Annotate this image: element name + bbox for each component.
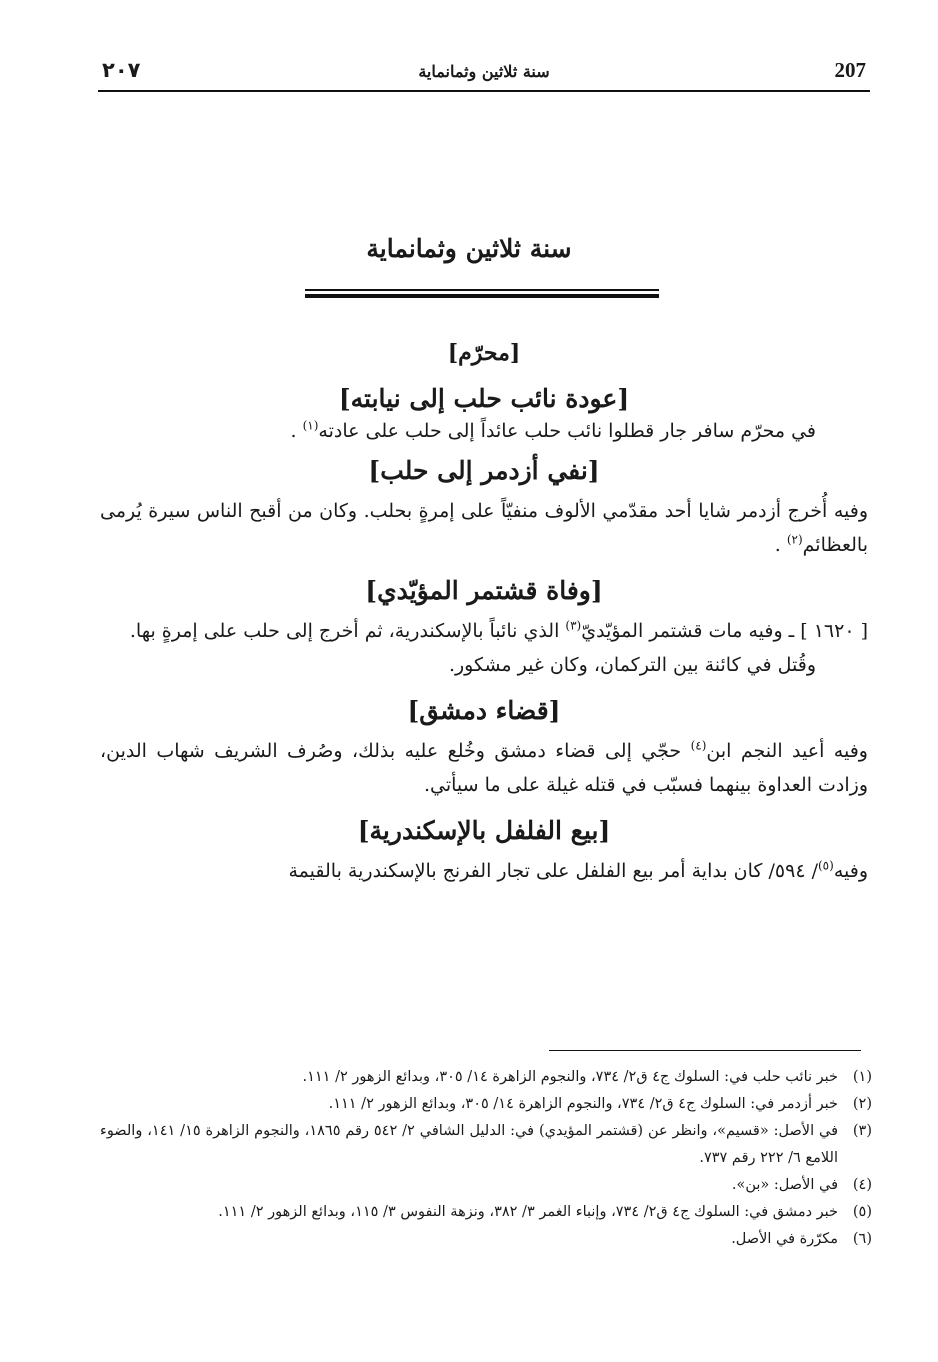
footnotes (100, 1064, 872, 1253)
paragraph-text-cont: حجّي إلى قضاء دمشق وخُلع عليه بذلك، وصُرف الشريف شهاب الدين، وزادت العداوة بينهما فسبّب في قتله غيلة على ما سيأتي. (100, 740, 868, 796)
footnote-ref: (٤) (690, 738, 707, 753)
paragraph-qashtamur-death (100, 614, 868, 648)
footnote-item (100, 1172, 872, 1199)
footnote-number: (٥) (852, 1204, 872, 1220)
paragraph-text: وفيه أُخرج أزدمر شايا أحد مقدّمي الألوف منفيّاً على إمرةٍ بحلب. وكان من أقبح الناس سيرة يُرمى بالعظائم (100, 500, 868, 556)
footnote-number: (٢) (852, 1096, 872, 1112)
footnote-number: (٣) (852, 1123, 872, 1139)
running-title: سنة ثلاثين وثمانماية (418, 62, 550, 81)
footnote-ref: (٢) (786, 532, 803, 547)
paragraph-aleppo-governor (100, 414, 868, 448)
chapter-title: سنة ثلاثين وثمانماية (366, 234, 572, 263)
footnote-item (100, 1091, 872, 1118)
paragraph-azdamur-exile (100, 494, 868, 562)
spacer (100, 562, 868, 576)
month-heading: [محرّم] (447, 340, 521, 366)
footnote-text: في الأصل: «قسيم»، وانظر عن (قشتمر المؤيدي) في: الدليل الشافي ٢/ ٥٤٢ رقم ١٨٦٥، والنجوم الزاهرة ١٥/ ١٤١، والضوء اللامع ٦/ ٢٢٢ رقم ٧٣٧. (100, 1123, 838, 1166)
spacer (100, 802, 868, 816)
footnote-text: خبر نائب حلب في: السلوك ج٤ ق٢/ ٧٣٤، والنجوم الزاهرة ١٤/ ٣٠٥، وبدائع الزهور ٢/ ١١١. (302, 1069, 838, 1085)
footnote-separator (549, 1050, 861, 1051)
footnote-ref: (٣) (565, 618, 582, 633)
section-heading-qashtamur-death: [وفاة قشتمر المؤيّدي] (365, 576, 603, 605)
spacer (100, 846, 868, 854)
section-heading-damascus-judgeship: [قضاء دمشق] (407, 696, 561, 725)
footnote-number: (١) (852, 1069, 872, 1085)
footnote-item (100, 1064, 872, 1091)
paragraph-text-cont: الذي نائباً بالإسكندرية، ثم أخرج إلى حلب على إمرةٍ بها. (129, 620, 566, 642)
spacer (100, 682, 868, 696)
title-rule-thin (305, 289, 659, 291)
section-heading-azdamur-exile: [نفي أزدمر إلى حلب] (368, 456, 600, 485)
title-double-rule (305, 289, 659, 299)
section-heading-aleppo-governor: [عودة نائب حلب إلى نيابته] (338, 384, 630, 413)
paragraph-text-end: . (774, 534, 787, 556)
spacer (100, 606, 868, 614)
footnote-ref: (١) (302, 418, 319, 433)
spacer (100, 448, 868, 456)
paragraph-text: وفيه (833, 860, 868, 882)
section-heading-pepper-sale: [بيع الفلفل بالإسكندرية] (357, 816, 611, 845)
paragraph-text: [ ١٦٢٠ ] ـ وفيه مات قشتمر المؤيّديّ (581, 620, 868, 642)
footnote-item (100, 1226, 872, 1253)
paragraph-text: وفيه أعيد النجم ابن (706, 740, 868, 762)
spacer (100, 726, 868, 734)
footnote-item (100, 1118, 872, 1172)
footnote-ref: (٥) (817, 858, 834, 873)
paragraph-damascus-judgeship (100, 734, 868, 802)
main-text (100, 338, 868, 888)
running-header (98, 58, 870, 92)
paragraph-text-end: . (290, 420, 303, 442)
paragraph-text: في محرّم سافر جار قطلوا نائب حلب عائداً إلى حلب على عادته (318, 420, 816, 442)
paragraph-text-cont: / ٥٩٤/ كان بداية أمر بيع الفلفل على تجار الفرنج بالإسكندرية بالقيمة (288, 860, 818, 882)
page-number-latin: 207 (834, 58, 866, 82)
page-number-arabic: ٢٠٧ (102, 58, 141, 82)
footnote-text: خبر أزدمر في: السلوك ج٤ ق٢/ ٧٣٤، والنجوم الزاهرة ١٤/ ٣٠٥، وبدائع الزهور ٢/ ١١١. (328, 1096, 838, 1112)
footnote-number: (٤) (852, 1177, 872, 1193)
footnote-text: مكرّرة في الأصل. (731, 1231, 838, 1247)
footnote-number: (٦) (852, 1231, 872, 1247)
spacer (100, 486, 868, 494)
footnote-item (100, 1199, 872, 1226)
footnote-text: في الأصل: «بن». (731, 1177, 838, 1193)
paragraph-pepper-sale (100, 854, 868, 888)
paragraph-qashtamur-killed: وقُتل في كائنة بين التركمان، وكان غير مشكور. (448, 654, 816, 676)
title-rule-thick (305, 294, 659, 298)
footnote-text: خبر دمشق في: السلوك ج٤ ق٢/ ٧٣٤، وإنباء الغمر ٣/ ٣٨٢، ونزهة النفوس ٣/ ١١٥، وبدائع الزهور ٢/ ١١١. (218, 1204, 838, 1220)
